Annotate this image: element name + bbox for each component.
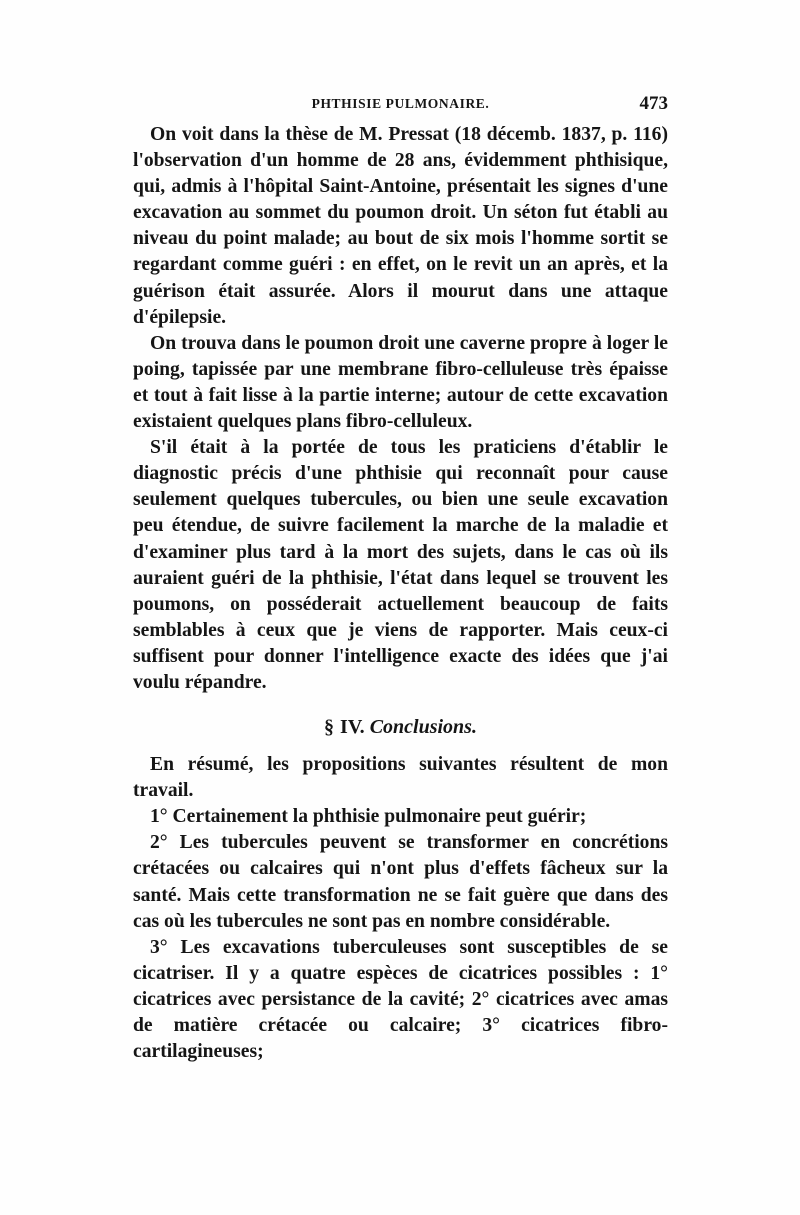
section-symbol: §	[324, 716, 335, 739]
page-number: 473	[639, 93, 668, 114]
running-title: PHTHISIE PULMONAIRE.	[311, 96, 490, 111]
conclusion-2: 2° Les tubercules peuvent se transformer en concrétions crétacées ou calcaires qui n'ont plus d'effets fâcheux sur la santé. Mais cette transformation ne se fait guère que dans des cas où les tubercules ne sont pas en nombre considérable.	[133, 832, 668, 932]
running-head	[133, 93, 668, 118]
section-number: IV.	[340, 716, 365, 739]
paragraph-resume: En résumé, les propositions suivantes résultent de mon travail.	[133, 754, 668, 802]
paragraph-pressat-observation: On voit dans la thèse de M. Pressat (18 décemb. 1837, p. 116) l'observation d'un homme de 28 ans, évidemment phthisique, qui, admis à l'hôpital Saint-Antoine, présentait les signes d'une excavation au sommet du poumon droit. Un séton fut établi au niveau du point malade; au bout de six mois l'homme sortit se regardant comme guéri : en effet, on le revit un an après, et la guérison était assurée. Alors il mourut dans une attaque d'épilepsie.	[133, 124, 668, 328]
paragraph-diagnostic: S'il était à la portée de tous les praticiens d'établir le diagnostic précis d'une phthisie qui reconnaît pour cause seulement quelques tubercules, ou bien une seule excavation peu étendue, de suivre facilement la marche de la maladie et d'examiner plus tard à la mort des sujets, dans le cas où ils auraient guéri de la phthisie, l'état dans lequel se trouvent les poumons, on posséderait actuellement beaucoup de faits semblables à ceux que je viens de rapporter. Mais ceux-ci suffisent pour donner l'intelligence exacte des idées que j'ai voulu répandre.	[133, 437, 668, 693]
section-heading	[133, 714, 668, 740]
section-title: Conclusions.	[369, 716, 477, 739]
body-text	[133, 122, 668, 1065]
paragraph-caverne: On trouva dans le poumon droit une caverne propre à loger le poing, tapissée par une membrane fibro-celluleuse très épaisse et tout à fait lisse à la partie interne; autour de cette excavation existaient quelques plans fibro-celluleux.	[133, 332, 668, 433]
conclusion-1: 1° Certainement la phthisie pulmonaire peut guérir;	[150, 806, 587, 828]
conclusion-3: 3° Les excavations tuberculeuses sont susceptibles de se cicatriser. Il y a quatre espèces de cicatrices possibles : 1° cicatrices avec persistance de la cavité; 2° cicatrices avec amas de matière crétacée ou calcaire; 3° cicatrices fibro-cartilagineuses;	[133, 936, 668, 1063]
